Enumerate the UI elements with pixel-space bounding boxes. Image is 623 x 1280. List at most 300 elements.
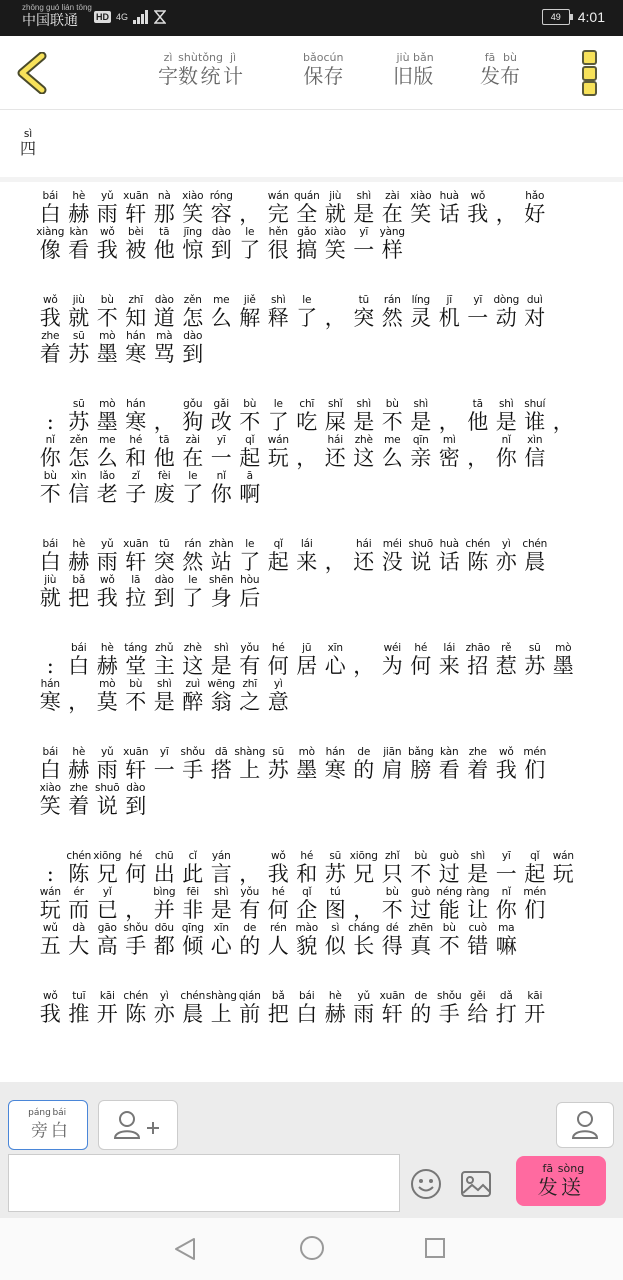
paragraph[interactable]: [36, 746, 596, 818]
ruby-char: [223, 52, 243, 88]
hanzi: 苏: [324, 862, 346, 886]
pinyin: qǐ: [302, 886, 312, 898]
ruby-char: [93, 782, 122, 818]
pinyin: chén: [66, 850, 92, 862]
ruby-char: [236, 990, 265, 1026]
send-button[interactable]: [516, 1156, 606, 1206]
divider: [0, 177, 623, 182]
pinyin: wǒ: [270, 850, 286, 862]
ruby-char: [236, 678, 265, 714]
ruby-char: [207, 294, 236, 330]
hanzi: 谁: [524, 410, 546, 434]
ruby-char: [65, 922, 94, 958]
pinyin: wán: [39, 886, 61, 898]
hanzi: 晨: [524, 550, 546, 574]
pinyin: bǎ: [72, 574, 86, 586]
ruby-char: [264, 850, 293, 886]
ruby-char: [464, 990, 493, 1026]
hanzi: 错: [467, 934, 489, 958]
ruby-char: [321, 226, 350, 262]
hanzi: 说: [410, 550, 432, 574]
hanzi: 版: [413, 64, 434, 88]
pinyin: sòng: [557, 1162, 585, 1175]
pinyin: kāi: [99, 990, 115, 1002]
pinyin: hè: [72, 538, 86, 550]
pinyin: yì: [501, 538, 511, 550]
hanzi: 五: [39, 934, 61, 958]
pinyin: zhe: [41, 330, 60, 342]
pinyin: sū: [272, 746, 285, 758]
hanzi: 了: [267, 410, 289, 434]
message-input[interactable]: [8, 1154, 400, 1212]
pinyin: xiōng: [93, 850, 122, 862]
paragraph[interactable]: [36, 850, 596, 958]
pinyin: sū: [329, 850, 342, 862]
paragraph[interactable]: [36, 642, 596, 714]
hanzi: 我: [467, 202, 489, 226]
hanzi: 心: [324, 654, 346, 678]
ruby-char: [293, 886, 322, 922]
hanzi: 把: [68, 586, 90, 610]
ruby-char: [378, 990, 407, 1026]
hanzi: 雨: [96, 550, 118, 574]
add-role-button[interactable]: [98, 1100, 178, 1150]
carrier: [22, 4, 92, 27]
pinyin: yǔ: [101, 190, 114, 202]
hanzi: 了: [296, 306, 318, 330]
ruby-char: [207, 850, 236, 886]
hanzi: 何: [410, 654, 432, 678]
text-line: [36, 922, 596, 958]
pinyin: xiōng: [349, 850, 378, 862]
hanzi: 起: [267, 550, 289, 574]
hanzi: 送: [560, 1175, 581, 1199]
hanzi: 站: [210, 550, 232, 574]
ruby-char: [407, 990, 436, 1026]
ruby-char: [150, 294, 179, 330]
ruby-char: [264, 990, 293, 1026]
pinyin: mén: [523, 746, 547, 758]
ruby-char: [236, 226, 265, 262]
ruby-char: [65, 642, 94, 678]
nav-recent-icon[interactable]: [424, 1237, 446, 1259]
ruby-char: [350, 294, 379, 330]
pinyin: tā: [159, 434, 170, 446]
hanzi: 出: [153, 862, 175, 886]
hanzi: 是: [210, 654, 232, 678]
pinyin: yì: [159, 990, 169, 1002]
pinyin: kàn: [440, 746, 459, 758]
pinyin: de: [414, 990, 428, 1002]
hanzi: 并: [153, 898, 175, 922]
ruby-char: [407, 642, 436, 678]
pinyin: chén: [465, 538, 491, 550]
hanzi: 上: [210, 1002, 232, 1026]
paragraph[interactable]: [36, 190, 596, 262]
pinyin: cǐ: [188, 850, 197, 862]
pinyin: zhe: [468, 746, 487, 758]
ruby-char: [36, 990, 65, 1026]
pinyin: bù: [414, 850, 428, 862]
ruby-char: [435, 850, 464, 886]
ruby-char: [65, 678, 94, 714]
hanzi: 旧: [393, 64, 413, 88]
ruby-char: [179, 746, 208, 782]
ruby-char: [492, 850, 521, 886]
pinyin: sū: [72, 330, 85, 342]
ruby-char: [65, 850, 94, 886]
ruby-char: [36, 678, 65, 714]
pinyin: zhāo: [465, 642, 490, 654]
ruby-char: [378, 746, 407, 782]
ruby-char: [178, 52, 198, 88]
hanzi: 四: [20, 139, 37, 158]
pinyin: rén: [269, 922, 287, 934]
ruby-char: [407, 398, 436, 434]
hanzi: 屎: [324, 410, 346, 434]
hanzi: 那: [153, 202, 175, 226]
ruby-char: [435, 642, 464, 678]
pinyin: páng: [28, 1108, 51, 1118]
ruby-char: [236, 294, 265, 330]
ruby-char: [464, 294, 493, 330]
ruby-char: [93, 922, 122, 958]
ruby-char: [65, 226, 94, 262]
narration-button[interactable]: [8, 1100, 88, 1150]
ruby-char: [264, 398, 293, 434]
hanzi: 看: [438, 758, 460, 782]
hanzi: 真: [410, 934, 432, 958]
hanzi: 寒: [39, 690, 61, 714]
ruby-char: [122, 470, 151, 506]
hanzi: 话: [438, 202, 460, 226]
paragraph[interactable]: [36, 294, 596, 366]
hanzi: 玩: [267, 446, 289, 470]
ruby-char: [65, 330, 94, 366]
pinyin: me: [99, 434, 116, 446]
pinyin: duì: [526, 294, 543, 306]
pinyin: shì: [499, 398, 514, 410]
ruby-char: [150, 850, 179, 886]
pinyin: bù: [100, 294, 114, 306]
hanzi: 看: [68, 238, 90, 262]
pinyin: bǎ: [271, 990, 285, 1002]
ruby-char: [150, 226, 179, 262]
pinyin: tū: [358, 294, 369, 306]
hanzi: 有: [239, 898, 261, 922]
pinyin: dào: [126, 782, 146, 794]
hanzi: ，: [495, 202, 517, 226]
ruby-char: [150, 330, 179, 366]
hanzi: 你: [39, 446, 61, 470]
ruby-char: [36, 226, 65, 262]
ruby-char: [179, 330, 208, 366]
ruby-char: [65, 574, 94, 610]
pinyin: dā: [214, 746, 228, 758]
hanzi: 一: [353, 238, 375, 262]
ruby-char: [207, 398, 236, 434]
pinyin: dǎ: [499, 990, 513, 1002]
pinyin: shēn: [209, 574, 234, 586]
pinyin: hěn: [268, 226, 288, 238]
ruby-char: [150, 678, 179, 714]
pinyin: zǐ: [131, 470, 140, 482]
pinyin: shì: [356, 398, 371, 410]
ruby-char: [179, 538, 208, 574]
text-line: [36, 470, 596, 506]
hanzi: 墨: [96, 410, 118, 434]
hanzi: 只: [381, 862, 403, 886]
pinyin: hé: [300, 850, 314, 862]
pinyin: chī: [299, 398, 315, 410]
ruby-char: [350, 642, 379, 678]
ruby-char: [51, 1107, 68, 1143]
ruby-char: [407, 294, 436, 330]
pinyin: xiào: [182, 190, 204, 202]
pinyin: fā: [542, 1162, 554, 1175]
text-line: [36, 746, 596, 782]
hanzi: 一: [467, 306, 489, 330]
pinyin: nǐ: [216, 470, 226, 482]
pinyin: chén: [180, 990, 206, 1002]
pinyin: me: [384, 434, 401, 446]
more-vertical-icon[interactable]: [582, 50, 598, 96]
ruby-char: [93, 678, 122, 714]
hanzi: :: [46, 654, 54, 678]
hanzi: 我: [495, 758, 517, 782]
pinyin: sū: [528, 642, 541, 654]
hanzi: 老: [96, 482, 118, 506]
ruby-char: [293, 190, 322, 226]
hanzi: ，: [296, 446, 318, 470]
ruby-char: [378, 922, 407, 958]
pinyin: bái: [299, 990, 315, 1002]
pinyin: zhè: [183, 642, 202, 654]
hanzi: ，: [153, 410, 175, 434]
hanzi: 兄: [353, 862, 375, 886]
text-line: [36, 886, 596, 922]
pinyin: dào: [154, 574, 174, 586]
pinyin: gěi: [470, 990, 486, 1002]
publish-button[interactable]: [480, 52, 520, 88]
hanzi: 改: [210, 410, 232, 434]
ruby-char: [378, 642, 407, 678]
ruby-char: [20, 128, 36, 158]
smiley-icon[interactable]: [410, 1168, 442, 1200]
hanzi: 是: [353, 202, 375, 226]
ruby-char: [378, 886, 407, 922]
hanzi: 一: [210, 446, 232, 470]
hanzi: 惊: [182, 238, 204, 262]
hanzi: 堂: [125, 654, 147, 678]
hanzi: 此: [182, 862, 204, 886]
ruby-char: [93, 574, 122, 610]
hanzi: 过: [438, 862, 460, 886]
ruby-char: [179, 398, 208, 434]
hanzi: ，: [324, 550, 346, 574]
pinyin: hé: [414, 642, 428, 654]
ruby-char: [549, 850, 578, 886]
ruby-char: [93, 190, 122, 226]
hanzi: 们: [524, 898, 546, 922]
pinyin: qīng: [181, 922, 204, 934]
ruby-char: [65, 886, 94, 922]
pinyin: jū: [302, 642, 312, 654]
pinyin: zhàn: [209, 538, 234, 550]
paragraph[interactable]: [36, 990, 596, 1026]
ruby-char: [236, 398, 265, 434]
hanzi: 知: [125, 306, 147, 330]
text-line: [36, 434, 596, 470]
ruby-char: [538, 1163, 558, 1199]
nav-home-icon[interactable]: [299, 1235, 325, 1261]
word-count-button[interactable]: [158, 52, 243, 88]
hanzi: 笑: [182, 202, 204, 226]
pinyin: guò: [439, 850, 459, 862]
pinyin: zhī: [128, 294, 143, 306]
hanzi: ，: [552, 410, 574, 434]
pinyin: hè: [72, 190, 86, 202]
hanzi: 赫: [68, 758, 90, 782]
hanzi: 莫: [96, 690, 118, 714]
hanzi: 了: [182, 482, 204, 506]
hanzi: 是: [353, 410, 375, 434]
hanzi: 何: [267, 654, 289, 678]
hanzi: 被: [125, 238, 147, 262]
story-content[interactable]: [36, 190, 596, 1080]
ruby-char: [179, 294, 208, 330]
ruby-char: [323, 52, 343, 88]
ruby-char: [236, 190, 265, 226]
input-bar: [0, 1082, 623, 1218]
hanzi: 兄: [96, 862, 118, 886]
pinyin: zhè: [354, 434, 373, 446]
pinyin: mén: [523, 886, 547, 898]
ruby-char: [378, 226, 407, 262]
ruby-char: [321, 398, 350, 434]
ruby-char: [464, 850, 493, 886]
ruby-char: [435, 398, 464, 434]
paragraph[interactable]: [36, 538, 596, 610]
hanzi: 字: [158, 64, 178, 88]
pinyin: yǔ: [357, 990, 370, 1002]
ruby-char: [464, 746, 493, 782]
chevron-left-icon[interactable]: [14, 52, 50, 94]
hanzi: ，: [68, 690, 90, 714]
pinyin: dào: [183, 330, 203, 342]
old-version-button[interactable]: [393, 52, 434, 88]
pinyin: xuān: [123, 190, 149, 202]
ruby-char: [179, 990, 208, 1026]
pinyin: hán: [126, 398, 146, 410]
pinyin: nà: [157, 190, 171, 202]
ruby-char: [407, 886, 436, 922]
ruby-char: [179, 470, 208, 506]
hanzi: 意: [267, 690, 289, 714]
hanzi: 突: [353, 306, 375, 330]
ruby-char: [93, 538, 122, 574]
ruby-char: [122, 538, 151, 574]
pinyin: ràng: [466, 886, 490, 898]
ruby-char: [407, 190, 436, 226]
ruby-char: [36, 746, 65, 782]
hanzi: 的: [410, 1002, 432, 1026]
ruby-char: [150, 642, 179, 678]
ruby-char: [492, 434, 521, 470]
pinyin: mà: [156, 330, 173, 342]
hanzi: 玩: [552, 862, 574, 886]
hanzi: 不: [438, 934, 460, 958]
ruby-char: [464, 642, 493, 678]
ruby-char: [303, 52, 323, 88]
ruby-char: [492, 990, 521, 1026]
pinyin: wǒ: [498, 746, 514, 758]
hanzi: 还: [324, 446, 346, 470]
pinyin: bǎng: [407, 746, 434, 758]
pinyin: shù: [178, 51, 198, 64]
pinyin: qīn: [412, 434, 429, 446]
ruby-char: [122, 226, 151, 262]
hanzi: 白: [50, 1121, 68, 1141]
nav-back-icon[interactable]: [172, 1236, 198, 1262]
ruby-char: [321, 850, 350, 886]
ruby-char: [36, 330, 65, 366]
pinyin: shì: [413, 398, 428, 410]
ruby-char: [28, 1107, 51, 1143]
signal-icon: [133, 10, 149, 24]
hanzi: ，: [125, 898, 147, 922]
pinyin: róng: [209, 190, 233, 202]
paragraph[interactable]: [36, 398, 596, 506]
hanzi: 机: [438, 306, 460, 330]
hanzi: 骂: [153, 342, 175, 366]
ruby-char: [407, 850, 436, 886]
ruby-char: [378, 538, 407, 574]
image-icon[interactable]: [460, 1170, 492, 1198]
hanzi: 翁: [210, 690, 232, 714]
pinyin: nǐ: [501, 434, 511, 446]
pinyin: xīn: [213, 922, 229, 934]
hanzi: 能: [438, 898, 460, 922]
pinyin: hè: [100, 642, 114, 654]
ruby-char: [521, 434, 550, 470]
hanzi: 解: [239, 306, 261, 330]
text-line: [36, 190, 596, 226]
ruby-char: [321, 190, 350, 226]
save-button[interactable]: [303, 52, 343, 88]
ruby-char: [236, 886, 265, 922]
role-button[interactable]: [556, 1102, 614, 1148]
ruby-char: [36, 782, 65, 818]
hanzi: 我: [39, 1002, 61, 1026]
hanzi: ，: [353, 654, 375, 678]
hanzi: 这: [182, 654, 204, 678]
hanzi: 陈: [467, 550, 489, 574]
hanzi: 大: [68, 934, 90, 958]
hanzi: 们: [524, 758, 546, 782]
hanzi: 把: [267, 1002, 289, 1026]
hanzi: 醉: [182, 690, 204, 714]
hanzi: 雨: [96, 758, 118, 782]
pinyin: shuō: [95, 782, 120, 794]
pinyin: zěn: [69, 434, 88, 446]
ruby-char: [207, 990, 236, 1026]
hanzi: 苏: [524, 654, 546, 678]
ruby-char: [435, 538, 464, 574]
hanzi: 我: [96, 238, 118, 262]
pinyin: mì: [442, 434, 456, 446]
ruby-char: [179, 642, 208, 678]
